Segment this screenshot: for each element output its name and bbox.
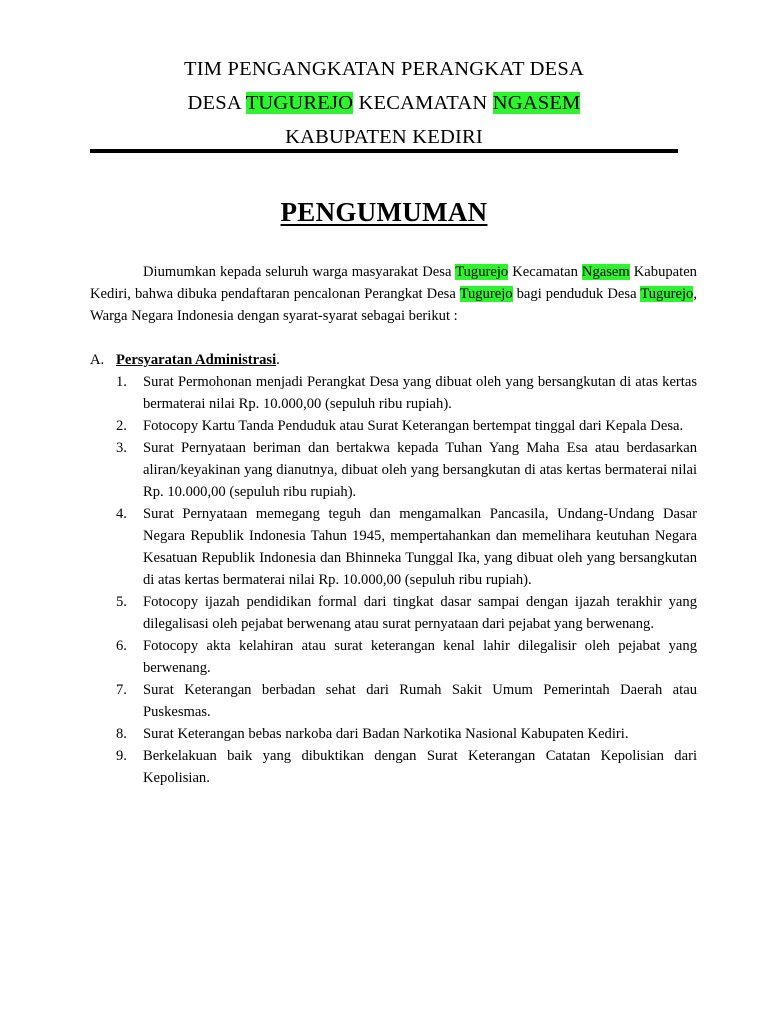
list-item-number: 3. (116, 440, 127, 456)
list-item (90, 679, 697, 723)
letterhead-line-2 (90, 92, 678, 115)
list-item-number: 6. (116, 638, 127, 654)
list-item-text: Surat Permohonan menjadi Perangkat Desa yang dibuat oleh yang bersangkutan di atas kertas bermaterai nilai Rp. 10.000,00 (sepuluh ribu rupiah). (143, 374, 697, 412)
list-item (90, 503, 697, 591)
list-item-text: Surat Keterangan berbadan sehat dari Rumah Sakit Umum Pemerintah Daerah atau Puskesmas. (143, 682, 697, 720)
letterhead-district-highlight: NGASEM (492, 92, 581, 114)
requirements-list (90, 371, 697, 789)
section-a-letter: A. (90, 352, 105, 368)
intro-text-1: Diumumkan kepada seluruh warga masyarakat Desa (143, 264, 456, 280)
letterhead-prefix: DESA (187, 92, 246, 114)
intro-village-highlight-2: Tugurejo (459, 286, 513, 302)
letterhead-middle: KECAMATAN (353, 92, 493, 114)
intro-text-5: , Warga Negara Indonesia dengan syarat-syarat sebagai berikut : (90, 286, 697, 324)
section-a-heading (90, 349, 280, 371)
list-item (90, 635, 697, 679)
intro-village-highlight-3: Tugurejo (640, 286, 694, 302)
list-item-number: 4. (116, 506, 127, 522)
list-item-number: 7. (116, 682, 127, 698)
list-item-text: Surat Keterangan bebas narkoba dari Badan Narkotika Nasional Kabupaten Kediri. (143, 726, 629, 742)
list-item (90, 591, 697, 635)
list-item-number: 9. (116, 748, 127, 764)
intro-text-4: bagi penduduk Desa (512, 286, 641, 302)
intro-text-3: Kabupaten Kediri, bahwa dibuka pendaftaran pencalonan Perangkat Desa (90, 264, 697, 302)
list-item-text: Surat Pernyataan beriman dan bertakwa kepada Tuhan Yang Maha Esa atau berdasarkan aliran/keyakinan yang dianutnya, dibuat oleh yang bersangkutan di atas kertas bermaterai nilai Rp. 10.000,00 (sepuluh ribu rupiah). (143, 440, 697, 500)
intro-paragraph (90, 261, 697, 327)
intro-text-2: Kecamatan (508, 264, 582, 280)
list-item-number: 2. (116, 418, 127, 434)
list-item-text: Surat Pernyataan memegang teguh dan mengamalkan Pancasila, Undang-Undang Dasar Negara Republik Indonesia Tahun 1945, mempertahankan dan memelihara keutuhan Negara Kesatuan Republik Indonesia dan Bhinneka Tunggal Ika, yang dibuat oleh yang bersangkutan di atas kertas bermaterai nilai Rp. 10.000,00 (sepuluh ribu rupiah). (143, 506, 697, 588)
list-item (90, 437, 697, 503)
section-a-title: Persyaratan Administrasi (116, 352, 277, 368)
list-item (90, 415, 697, 437)
letterhead-village-highlight: TUGUREJO (245, 92, 354, 114)
list-item-text: Fotocopy ijazah pendidikan formal dari tingkat dasar sampai dengan ijazah terakhir yang dilegalisasi oleh pejabat berwenang atau surat pernyataan dari pejabat yang berwenang. (143, 594, 697, 632)
list-item-text: Fotocopy Kartu Tanda Penduduk atau Surat Keterangan bertempat tinggal dari Kepala Desa. (143, 418, 684, 434)
list-item-number: 5. (116, 594, 127, 610)
list-item (90, 723, 697, 745)
letterhead-line-1: TIM PENGANGKATAN PERANGKAT DESA (184, 58, 584, 80)
intro-village-highlight-1: Tugurejo (455, 264, 509, 280)
list-item-text: Berkelakuan baik yang dibuktikan dengan Surat Keterangan Catatan Kepolisian dari Kepolisian. (143, 748, 697, 786)
letterhead-rule (90, 149, 678, 153)
list-item (90, 371, 697, 415)
list-item-text: Fotocopy akta kelahiran atau surat keterangan kenal lahir dilegalisir oleh pejabat yang berwenang. (143, 638, 697, 676)
intro-district-highlight: Ngasem (581, 264, 630, 280)
document-title: PENGUMUMAN (280, 197, 488, 227)
letterhead-line-3: KABUPATEN KEDIRI (285, 126, 483, 148)
list-item-number: 8. (116, 726, 127, 742)
list-item-number: 1. (116, 374, 127, 390)
section-a-title-suffix: . (276, 352, 280, 368)
list-item (90, 745, 697, 789)
